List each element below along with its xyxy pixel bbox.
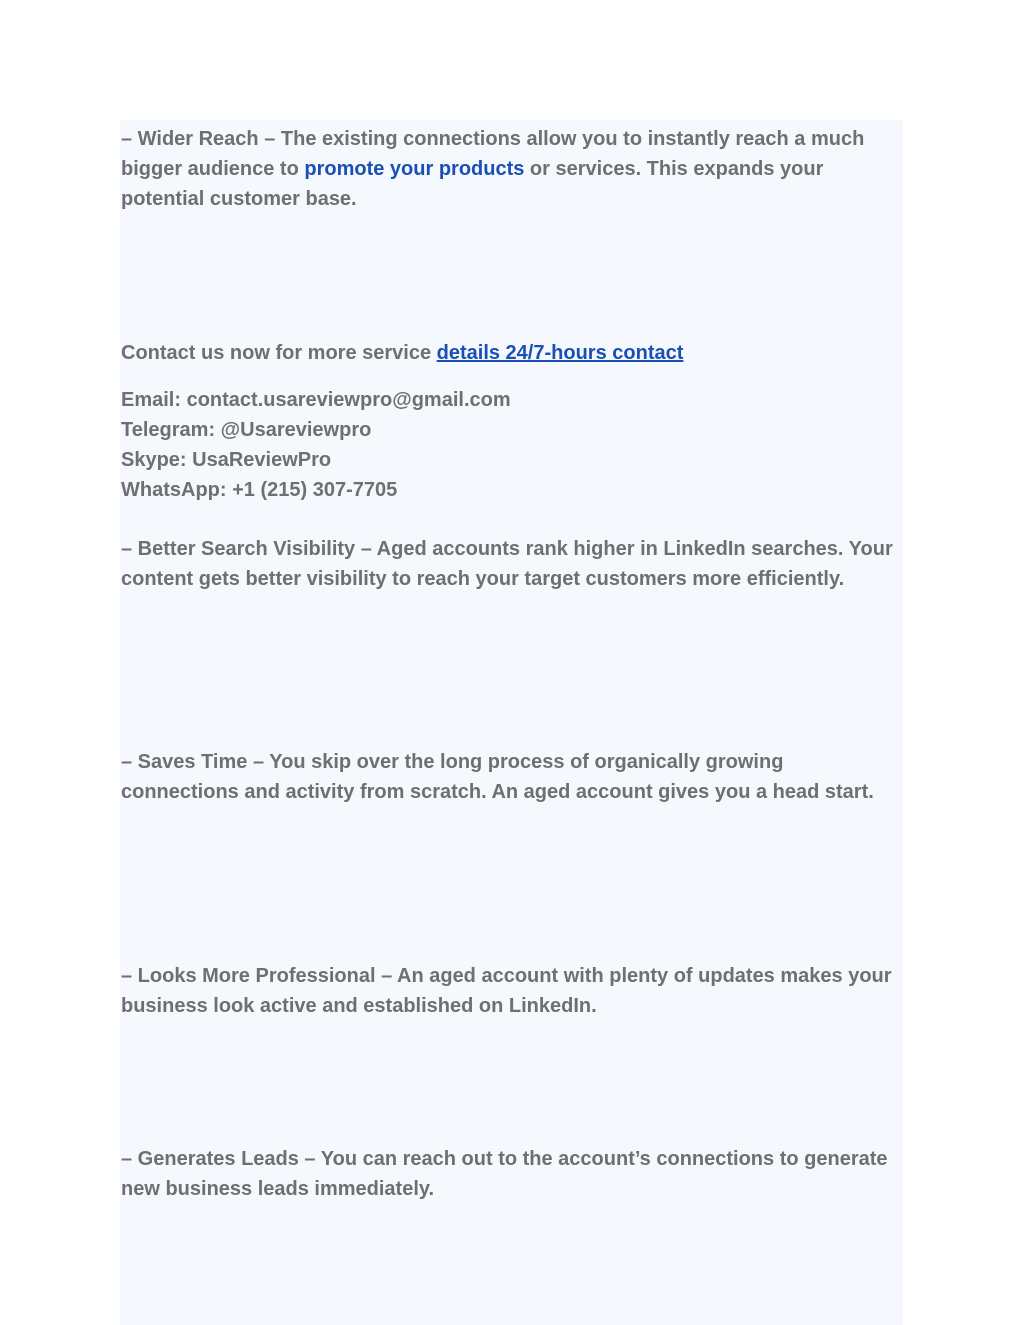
promote-products-link[interactable]: promote your products xyxy=(304,158,525,180)
contact-whatsapp: WhatsApp: +1 (215) 307-7705 xyxy=(121,479,398,501)
wider-reach-text-end: or services. This expands your potential customer base. xyxy=(121,158,824,210)
contact-details-link[interactable]: details 24/7-hours contact xyxy=(436,342,684,364)
contact-intro-text: Contact us now for more service xyxy=(121,342,437,364)
contact-skype: Skype: UsaReviewPro xyxy=(121,449,332,471)
contact-details xyxy=(121,385,901,505)
wider-reach-text-start: – Wider Reach – The existing connections allow you to instantly reach a much bigger audience to xyxy=(121,128,865,180)
paragraph-generates-leads: – Generates Leads – You can reach out to the account’s connections to generate new business leads immediately. xyxy=(121,1148,888,1200)
paragraph-looks-professional: – Looks More Professional – An aged account with plenty of updates makes your business look active and established on LinkedIn. xyxy=(121,965,892,1017)
paragraph-wider-reach xyxy=(121,124,901,214)
contact-telegram: Telegram: @Usareviewpro xyxy=(121,419,372,441)
paragraph-saves-time: – Saves Time – You skip over the long process of organically growing connections and activity from scratch. An aged account gives you a head start. xyxy=(121,751,874,803)
contact-intro xyxy=(121,338,901,368)
paragraph-better-search: – Better Search Visibility – Aged accounts rank higher in LinkedIn searches. Your content gets better visibility to reach your target customers more efficiently. xyxy=(121,538,893,590)
contact-email: Email: contact.usareviewpro@gmail.com xyxy=(121,389,511,411)
